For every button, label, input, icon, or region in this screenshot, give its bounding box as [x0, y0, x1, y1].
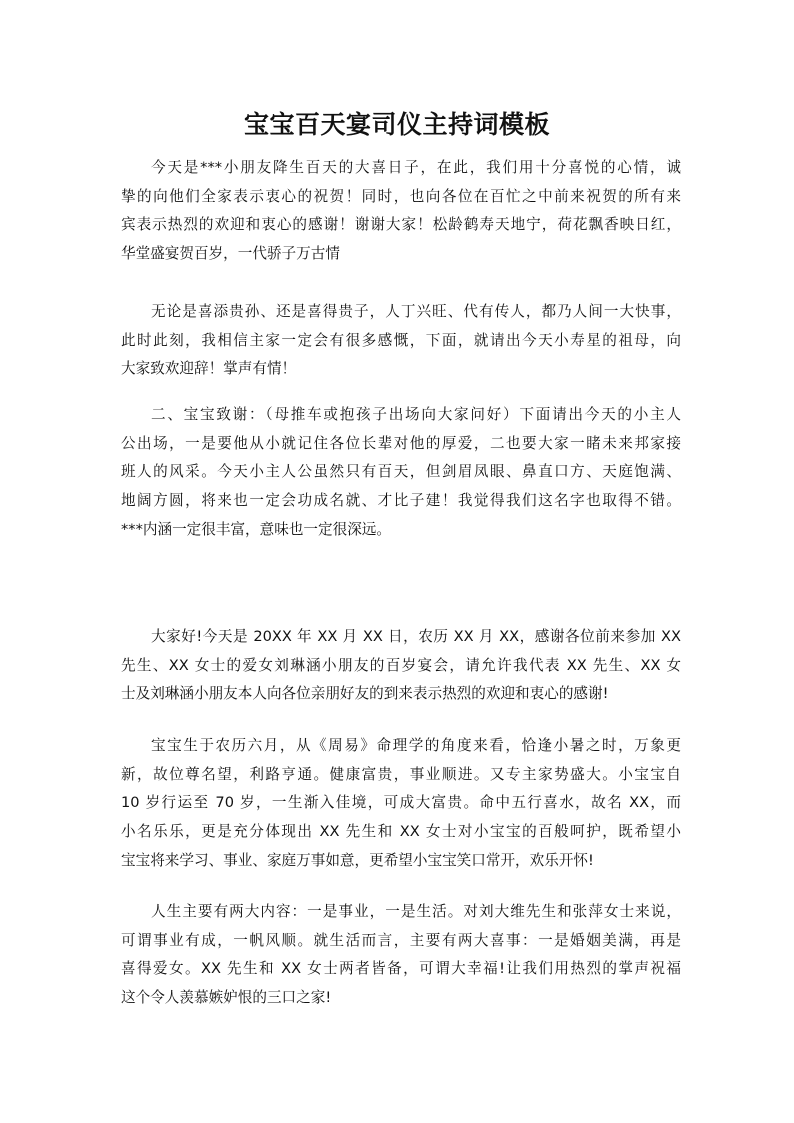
paragraph-line: 大家好!今天是 20XX 年 XX 月 XX 日，农历 XX 月 XX，感谢各位前来参加 XX: [151, 628, 681, 645]
document-title: 宝宝百天宴司仪主持词模板: [243, 110, 550, 139]
paragraph-line: 先生、XX 女士的爱女刘琳涵小朋友的百岁宴会，请允许我代表 XX 先生、XX 女: [121, 656, 681, 674]
paragraph-line: 宾表示热烈的欢迎和衷心的感谢！谢谢大家！松龄鹤寿天地宁，荷花飘香映日红，: [121, 216, 681, 234]
paragraph-line: 小名乐乐，更是充分体现出 XX 先生和 XX 女士对小宝宝的百般呵护，既希望小: [121, 823, 681, 841]
paragraph-line: 班人的风采。今天小主人公虽然只有百天，但剑眉凤眼、鼻直口方、天庭饱满、: [121, 463, 681, 481]
paragraph: [121, 154, 681, 269]
paragraph-line: 10 岁行运至 70 岁，一生渐入佳境，可成大富贵。命中五行喜水，故名 XX，而: [121, 794, 681, 812]
paragraph-line: 人生主要有两大内容：一是事业，一是生活。对刘大维先生和张萍女士来说，: [151, 903, 681, 920]
paragraph-line: 华堂盛宴贺百岁，一代骄子万古情: [121, 245, 340, 263]
paragraph: [121, 732, 681, 875]
paragraph: [121, 298, 681, 384]
paragraph-line: ***内涵一定很丰富，意味也一定很深远。: [121, 520, 391, 538]
paragraph-line: 这个令人羡慕嫉妒恨的三口之家!: [121, 989, 332, 1007]
paragraph-line: 士及刘琳涵小朋友本人向各位亲朋好友的到来表示热烈的欢迎和衷心的感谢!: [121, 685, 609, 703]
paragraph-line: 此时此刻，我相信主家一定会有很多感慨，下面，就请出今天小寿星的祖母，向: [121, 331, 681, 349]
paragraph-line: 无论是喜添贵孙、还是喜得贵子，人丁兴旺、代有传人，都乃人间一大快事，: [151, 303, 681, 320]
paragraph-line: 二、宝宝致谢：（母推车或抱孩子出场向大家问好）下面请出今天的小主人: [151, 406, 681, 423]
paragraph: [121, 401, 681, 544]
paragraph-line: 喜得爱女。XX 先生和 XX 女士两者皆备，可谓大幸福!让我们用热烈的掌声祝福: [121, 960, 681, 978]
paragraph-line: 地阔方圆，将来也一定会功成名就、才比子建！我觉得我们这名字也取得不错。: [121, 492, 681, 510]
paragraph-line: 新，故位尊名望，利路亨通。健康富贵，事业顺进。又专主家势盛大。小宝宝自: [121, 765, 681, 783]
paragraph: [121, 623, 681, 709]
paragraph-line: 今天是***小朋友降生百天的大喜日子，在此，我们用十分喜悦的心情，诚: [151, 159, 681, 176]
paragraph-line: 宝宝将来学习、事业、家庭万事如意，更希望小宝宝笑口常开，欢乐开怀!: [121, 851, 594, 869]
paragraph-line: 大家致欢迎辞！掌声有情！: [121, 360, 297, 378]
paragraph-line: 挚的向他们全家表示衷心的祝贺！同时，也向各位在百忙之中前来祝贺的所有来: [121, 187, 681, 205]
paragraph: [121, 898, 681, 1013]
paragraph-line: 公出场，一是要他从小就记住各位长辈对他的厚爱，二也要大家一睹未来邦家接: [121, 434, 681, 452]
paragraph-line: 可谓事业有成，一帆风顺。就生活而言，主要有两大喜事：一是婚姻美满，再是: [121, 931, 681, 949]
paragraph-line: 宝宝生于农历六月，从《周易》命理学的角度来看，恰逢小暑之时，万象更: [151, 737, 681, 754]
